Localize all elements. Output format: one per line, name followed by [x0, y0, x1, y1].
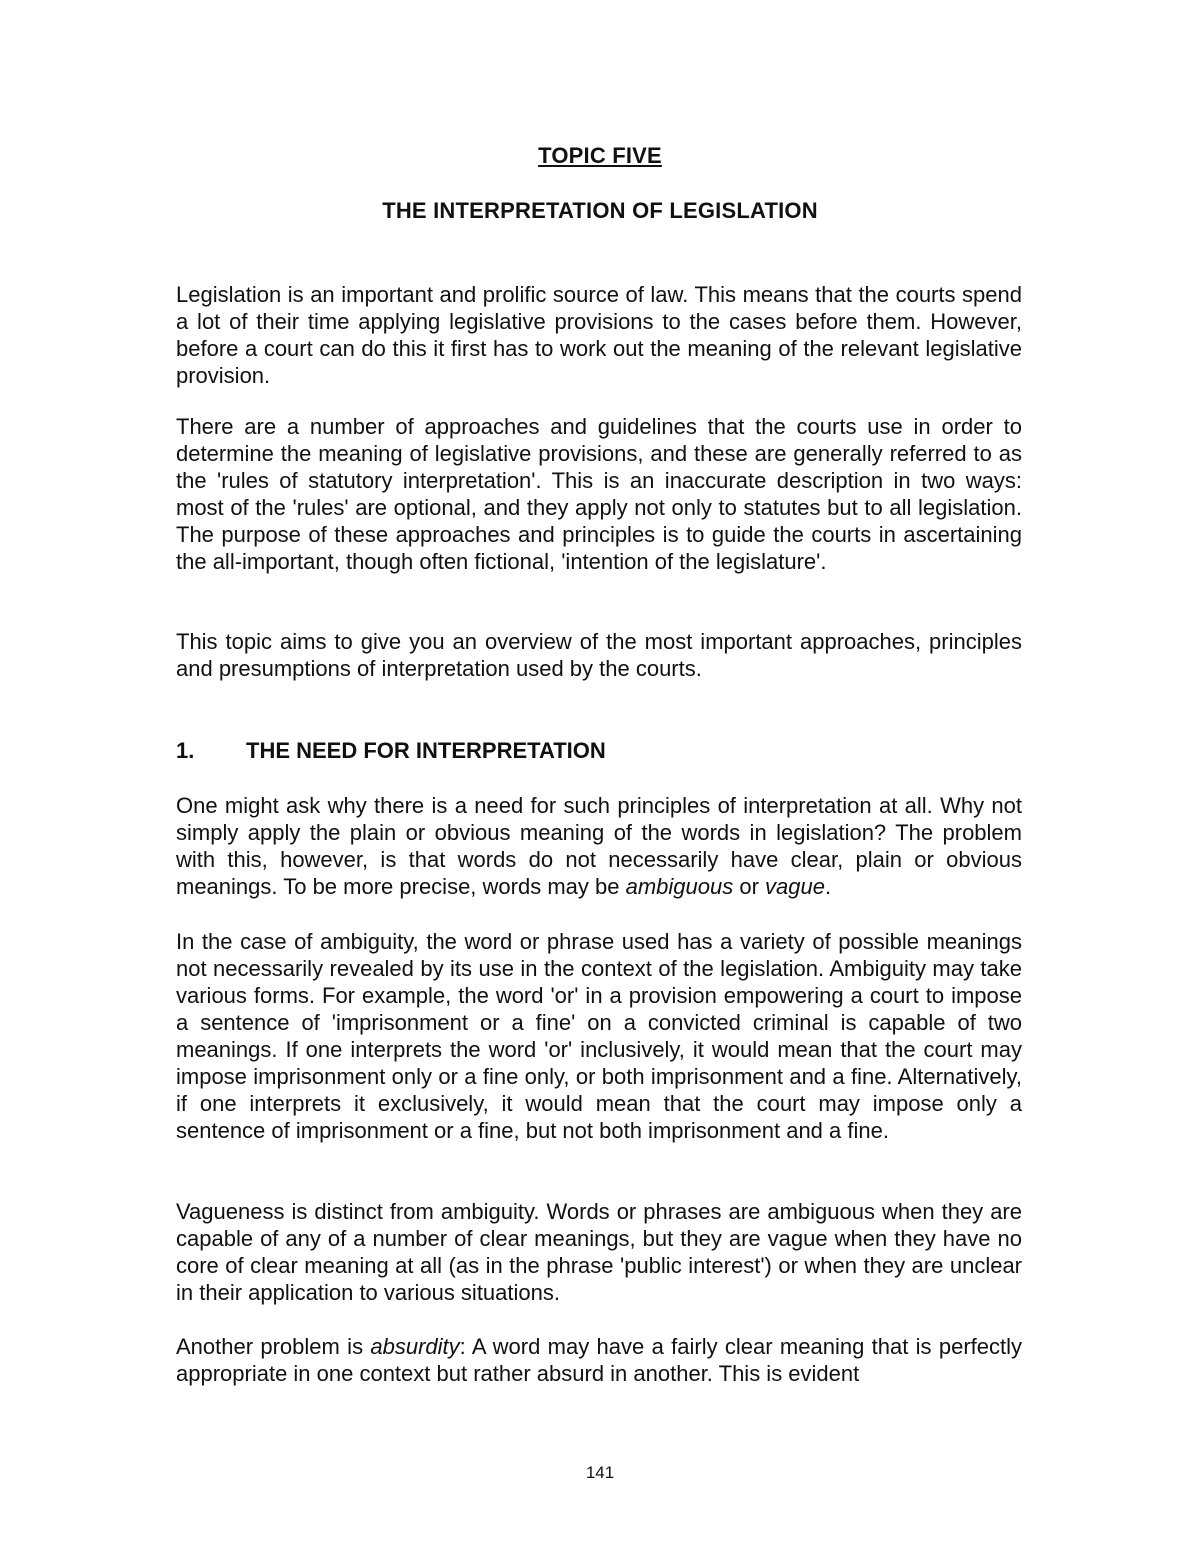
section-paragraph-2: In the case of ambiguity, the word or phrase used has a variety of possible meanings not necessarily revealed by its use in the context of the legislation. Ambiguity may take various forms. For example, the word 'or' in a provision empowering a court to impose a sentence of 'imprisonment or a fine' on a convicted criminal is capable of two meanings. If one interprets the word 'or' inclusively, it would mean that the court may impose imprisonment only or a fine only, or both imprisonment and a fine. Alternatively, if one interprets it exclusively, it would mean that the court may impose only a sentence of imprisonment or a fine, but not both imprisonment and a fine.: [176, 929, 1022, 1143]
emphasis-ambiguous: ambiguous: [625, 874, 734, 899]
section-paragraph-1: [176, 792, 1022, 900]
page-title: THE INTERPRETATION OF LEGISLATION: [382, 198, 818, 223]
intro-paragraph-1: Legislation is an important and prolific source of law. This means that the courts spend a lot of their time applying legislative provisions to the cases before them. However, before a court can do this it first has to work out the meaning of the relevant legislative provision.: [176, 282, 1022, 388]
section-title: THE NEED FOR INTERPRETATION: [246, 738, 606, 763]
page-number: 141: [585, 1463, 615, 1482]
text-run: or: [733, 874, 766, 899]
emphasis-vague: vague: [765, 874, 825, 899]
topic-label: TOPIC FIVE: [538, 143, 662, 168]
text-run: : A word may have a fairly clear meaning that is perfectly appropriate in one context but rather absurd in another. This is evident: [176, 1334, 1022, 1386]
section-paragraph-3: Vagueness is distinct from ambiguity. Words or phrases are ambiguous when they are capable of any of a number of clear meanings, but they are vague when they have no core of clear meaning at all (as in the phrase 'public interest') or when they are unclear in their application to various situations.: [176, 1199, 1022, 1305]
section-number: 1.: [176, 738, 195, 763]
text-run: Another problem is: [176, 1334, 371, 1359]
intro-paragraph-2: There are a number of approaches and guidelines that the courts use in order to determine the meaning of legislative provisions, and these are generally referred to as the 'rules of statutory interpretation'. This is an inaccurate description in two ways: most of the 'rules' are optional, and they apply not only to statutes but to all legislation. The purpose of these approaches and principles is to guide the courts in ascertaining the all-important, though often fictional, 'intention of the legislature'.: [176, 414, 1022, 574]
emphasis-absurdity: absurdity: [370, 1334, 460, 1359]
text-run: One might ask why there is a need for such principles of interpretation at all. Why not simply apply the plain or obvious meaning of the words in legislation? The problem with this, however, is that words do not necessarily have clear, plain or obvious meanings. To be more precise, words may be: [176, 793, 1022, 899]
section-paragraph-4: [176, 1333, 1022, 1387]
intro-paragraph-3: This topic aims to give you an overview of the most important approaches, principles and presumptions of interpretation used by the courts.: [176, 629, 1022, 681]
text-run: .: [824, 874, 832, 899]
section-heading: [176, 738, 606, 764]
